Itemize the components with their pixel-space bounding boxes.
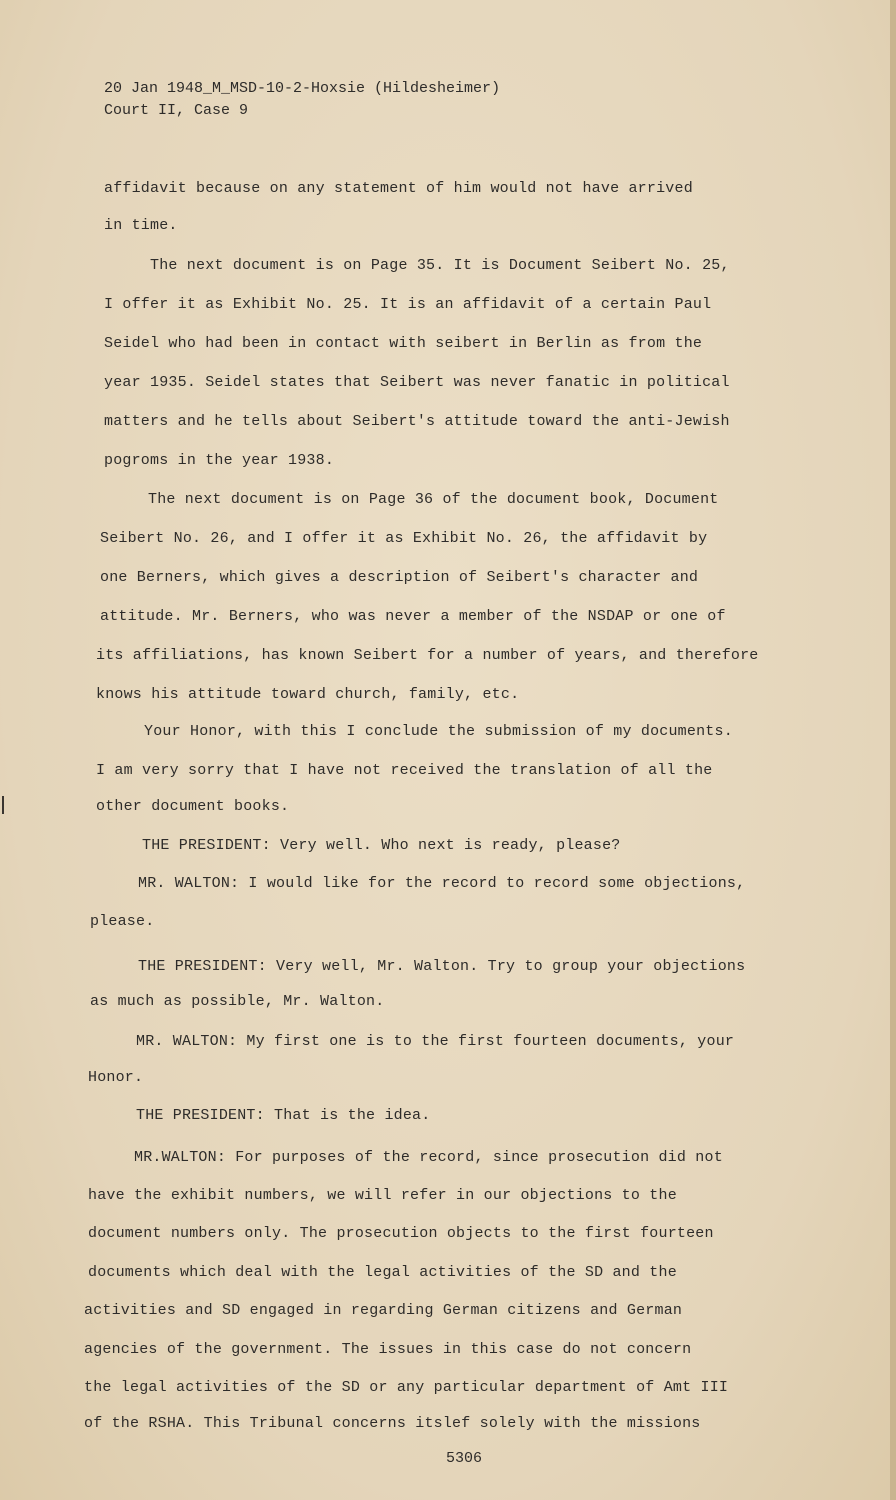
text-line: Your Honor, with this I conclude the submission of my documents.	[144, 723, 733, 740]
text-line: THE PRESIDENT: Very well, Mr. Walton. Try to group your objections	[138, 958, 746, 975]
text-line: matters and he tells about Seibert's attitude toward the anti-Jewish	[104, 413, 730, 430]
text-line: activities and SD engaged in regarding German citizens and German	[84, 1302, 683, 1319]
text-line: I offer it as Exhibit No. 25. It is an affidavit of a certain Paul	[104, 296, 712, 313]
text-line: other document books.	[96, 798, 290, 815]
text-line: affidavit because on any statement of him would not have arrived	[104, 180, 693, 197]
text-line: year 1935. Seidel states that Seibert was never fanatic in political	[104, 374, 730, 391]
text-line: the legal activities of the SD or any particular department of Amt III	[84, 1379, 729, 1396]
text-line: MR.WALTON: For purposes of the record, since prosecution did not	[134, 1149, 723, 1166]
text-line: MR. WALTON: I would like for the record to record some objections,	[138, 875, 746, 892]
text-line: its affiliations, has known Seibert for a number of years, and therefore	[96, 647, 759, 664]
text-line: document numbers only. The prosecution objects to the first fourteen	[88, 1225, 714, 1242]
text-line: as much as possible, Mr. Walton.	[90, 993, 385, 1010]
text-line: documents which deal with the legal activities of the SD and the	[88, 1264, 677, 1281]
header-line-2: Court II, Case 9	[104, 102, 249, 119]
text-line: The next document is on Page 36 of the document book, Document	[148, 491, 719, 508]
header-line-1: 20 Jan 1948_M_MSD-10-2-Hoxsie (Hildesheimer)	[104, 80, 501, 97]
text-line: please.	[90, 913, 155, 930]
text-line: THE PRESIDENT: That is the idea.	[136, 1107, 431, 1124]
text-line: in time.	[104, 217, 178, 234]
text-line: knows his attitude toward church, family, etc.	[96, 686, 520, 703]
text-line: MR. WALTON: My first one is to the first fourteen documents, your	[136, 1033, 735, 1050]
text-line: THE PRESIDENT: Very well. Who next is ready, please?	[142, 837, 621, 854]
text-line: agencies of the government. The issues in this case do not concern	[84, 1341, 692, 1358]
text-line: Honor.	[88, 1069, 144, 1086]
text-line: of the RSHA. This Tribunal concerns itslef solely with the missions	[84, 1415, 701, 1432]
text-line: I am very sorry that I have not received the translation of all the	[96, 762, 713, 779]
text-line: have the exhibit numbers, we will refer in our objections to the	[88, 1187, 677, 1204]
text-line: pogroms in the year 1938.	[104, 452, 335, 469]
text-line: one Berners, which gives a description of Seibert's character and	[100, 569, 699, 586]
page-number: 5306	[446, 1450, 483, 1467]
text-line: Seidel who had been in contact with seibert in Berlin as from the	[104, 335, 703, 352]
text-line: Seibert No. 26, and I offer it as Exhibit No. 26, the affidavit by	[100, 530, 708, 547]
text-line: attitude. Mr. Berners, who was never a member of the NSDAP or one of	[100, 608, 726, 625]
text-line: The next document is on Page 35. It is Document Seibert No. 25,	[150, 257, 730, 274]
